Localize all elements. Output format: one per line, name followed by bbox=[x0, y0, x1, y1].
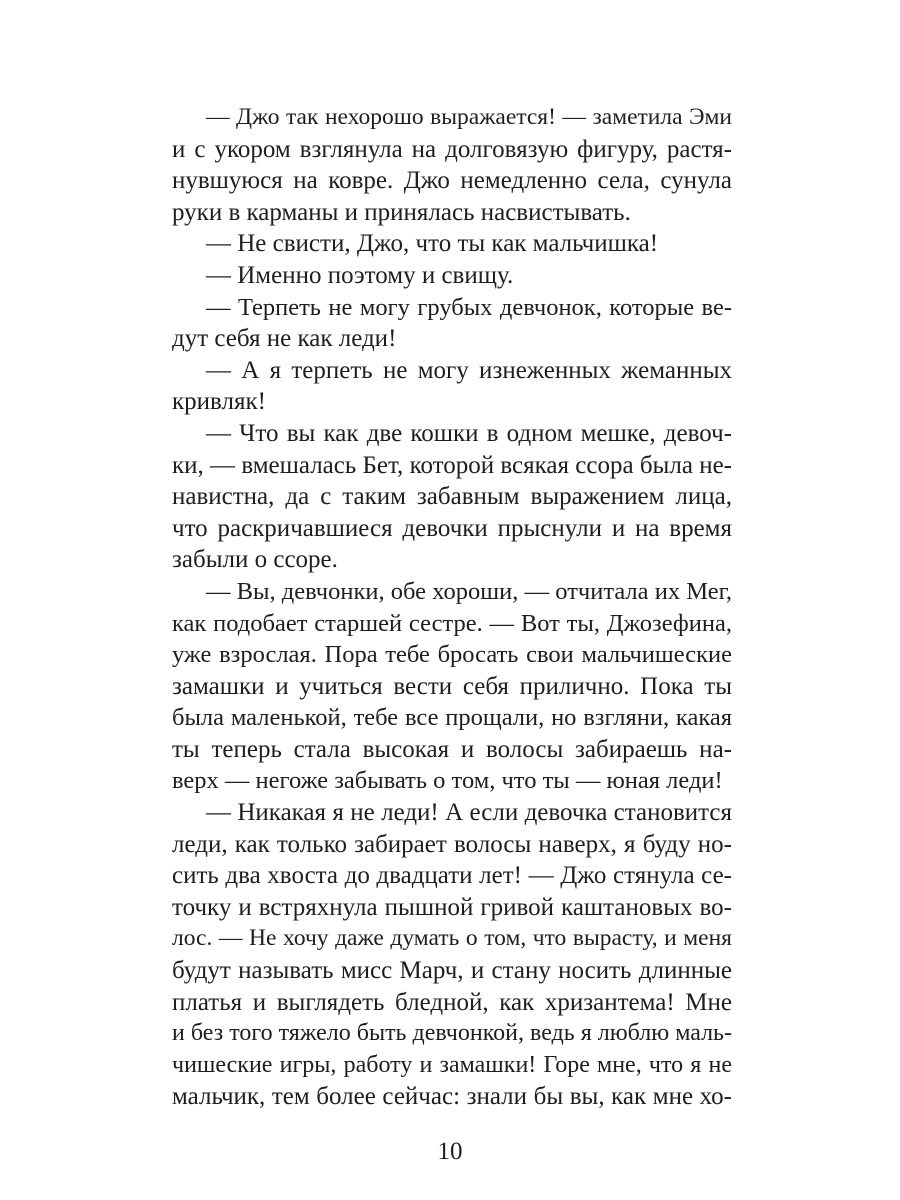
text-line: будут называть мисс Марч, и стану носить длинные bbox=[172, 957, 732, 985]
text-line: — Джо так нехорошо выражается! — заметила Эми bbox=[206, 104, 732, 130]
text-line: кривляк! bbox=[172, 388, 266, 416]
text-line: навистна, да с таким забавным выражением лица, bbox=[172, 483, 732, 511]
text-line: — Что вы как две кошки в одном мешке, девоч- bbox=[206, 419, 732, 447]
text-line: уже взрослая. Пора тебе бросать свои мальчишеские bbox=[172, 641, 732, 669]
text-line: — А я терпеть не могу изнеженных жеманных bbox=[206, 356, 732, 384]
text-line: — Никакая я не леди! А если девочка становится bbox=[206, 799, 732, 827]
text-line: верх — негоже забывать о том, что ты — юная леди! bbox=[172, 767, 723, 795]
text-line: была маленькой, тебе все прощали, но взгляни, какая bbox=[172, 704, 732, 732]
text-line: как подобает старшей сестре. — Вот ты, Джозефина, bbox=[172, 609, 732, 637]
text-line: — Не свисти, Джо, что ты как мальчишка! bbox=[206, 230, 659, 258]
text-line: и без того тяжело быть девчонкой, ведь я люблю маль- bbox=[172, 1020, 732, 1047]
text-line: платья и выглядеть бледной, как хризантема! Мне bbox=[172, 988, 732, 1016]
text-line: — Терпеть не могу грубых девчонок, которые ве- bbox=[206, 293, 732, 321]
text-line: сить два хвоста до двадцати лет! — Джо стянула се- bbox=[172, 862, 732, 890]
page-number: 10 bbox=[437, 1138, 463, 1165]
text-line: лос. — Не хочу даже думать о том, что вырасту, и меня bbox=[172, 925, 732, 952]
body-text bbox=[172, 102, 732, 1113]
text-line: ки, — вмешалась Бет, которой всякая ссора была не- bbox=[172, 451, 732, 479]
text-line: — Вы, девчонки, обе хороши, — отчитала их Мег, bbox=[206, 577, 732, 605]
text-line: замашки и учиться вести себя прилично. Пока ты bbox=[172, 672, 732, 700]
text-line: нувшуюся на ковре. Джо немедленно села, сунула bbox=[172, 167, 732, 195]
text-line: — Именно поэтому и свищу. bbox=[206, 261, 514, 289]
text-line: забыли о ссоре. bbox=[172, 546, 338, 574]
text-line: точку и встряхнула пышной гривой каштановых во- bbox=[172, 893, 732, 921]
text-line: леди, как только забирает волосы наверх, я буду но- bbox=[172, 830, 732, 858]
text-line: дут себя не как леди! bbox=[172, 325, 397, 353]
text-line: ты теперь стала высокая и волосы забираешь на- bbox=[172, 735, 732, 763]
text-line: и с укором взглянула на долговязую фигуру, растя- bbox=[172, 135, 732, 163]
text-line: чишеские игры, работу и замашки! Горе мне, что я не bbox=[172, 1051, 732, 1078]
text-line: руки в карманы и принялась насвистывать. bbox=[172, 198, 631, 226]
text-line: что раскричавшиеся девочки прыснули и на время bbox=[172, 514, 732, 542]
text-line: мальчик, тем более сейчас: знали бы вы, как мне хо- bbox=[172, 1083, 732, 1111]
